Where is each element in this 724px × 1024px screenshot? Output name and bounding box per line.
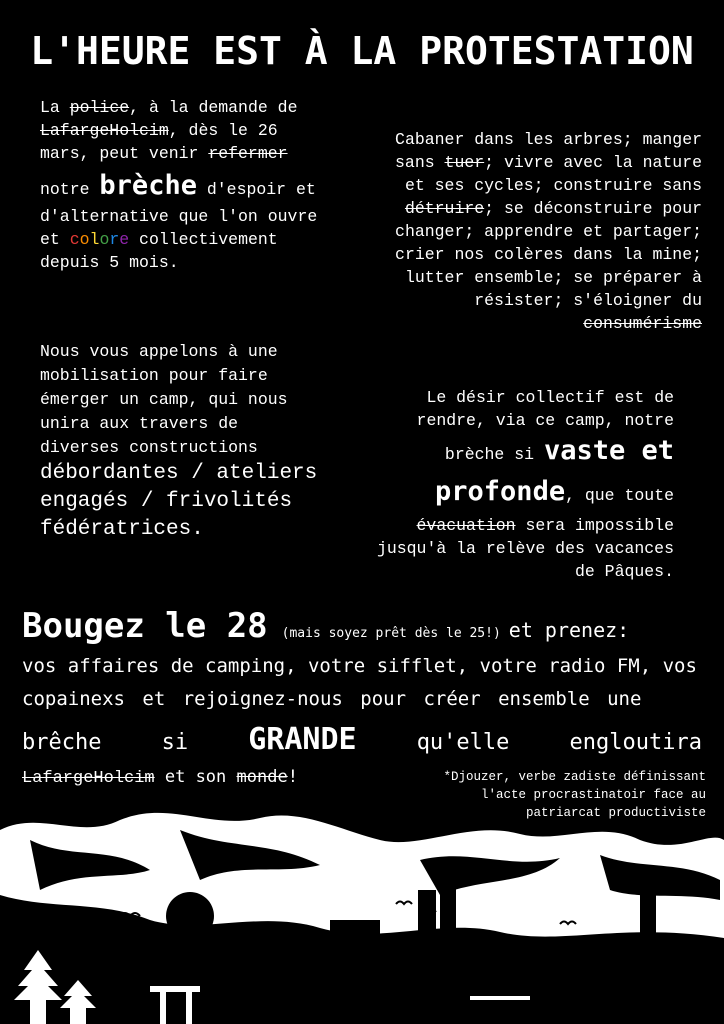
text: sans — [395, 153, 445, 172]
paren-note: (mais soyez prêt dès le 25!) — [281, 626, 501, 641]
text: et ses cycles; construire sans — [404, 176, 702, 195]
text: fédératrices. — [40, 518, 204, 541]
strike-monde: monde — [236, 767, 288, 787]
text: d'alternative que l'on ouvre — [40, 207, 318, 226]
word-breche: brèche — [99, 170, 197, 201]
text: depuis 5 mois. — [40, 253, 179, 272]
text: rendre, via ce camp, notre — [416, 411, 674, 430]
text: collectivement — [129, 230, 278, 249]
poster-title: L'HEURE EST À LA PROTESTATION — [30, 29, 694, 73]
text: ! — [287, 767, 298, 787]
strike-consumerisme: consumérisme — [583, 314, 702, 333]
text: émerger un camp, qui nous — [40, 390, 288, 409]
text: et prenez: — [508, 618, 630, 642]
text: de Pâques. — [574, 562, 674, 581]
strike-evacuation: évacuation — [416, 516, 516, 535]
text: mobilisation pour faire — [40, 366, 268, 385]
text: Nous vous appelons à une — [40, 342, 278, 361]
word-profonde: profonde — [435, 476, 566, 507]
text: patriarcat productiviste — [525, 806, 706, 820]
letter: l — [89, 230, 100, 249]
text: Cabaner dans les arbres; manger — [395, 130, 702, 149]
letter: e — [119, 230, 130, 249]
paragraph-cabaner — [372, 128, 702, 335]
text: l'acte procrastinatoir face au — [480, 788, 706, 802]
letter: c — [69, 230, 80, 249]
headline-bougez: Bougez le 28 — [22, 606, 268, 646]
text: unira aux travers de — [40, 414, 239, 433]
text: Le désir collectif est de — [426, 388, 674, 407]
word-quelle: qu'elle — [416, 730, 510, 755]
text: copainexs et rejoignez-nous pour créer ensemble une — [22, 688, 642, 710]
sun — [166, 892, 214, 940]
text: La — [40, 98, 70, 117]
letter: o — [99, 230, 110, 249]
word-si: si — [161, 730, 189, 755]
industrial-skyline-illustration — [0, 800, 724, 1024]
strike-refermer: refermer — [208, 144, 288, 163]
word-vaste: vaste et — [543, 435, 674, 466]
text: lutter ensemble; se préparer à — [404, 268, 702, 287]
paragraph-police — [40, 96, 340, 274]
text: et son — [154, 767, 237, 787]
paragraph-appel — [40, 340, 340, 544]
letter: r — [109, 230, 120, 249]
text: ; vivre avec la nature — [484, 153, 702, 172]
strike-police: police — [69, 98, 130, 117]
word-engloutira: engloutira — [569, 730, 702, 755]
text: mars, peut venir — [40, 144, 209, 163]
text: , à la demande de — [129, 98, 298, 117]
text: débordantes / ateliers — [40, 462, 318, 485]
text: brèche si — [444, 445, 544, 464]
word-grande: GRANDE — [248, 722, 357, 757]
strike-lafarge: LafargeHolcim — [40, 121, 169, 140]
call-to-action — [22, 604, 702, 793]
text: et — [40, 230, 70, 249]
text: résister; s'éloigner du — [474, 291, 702, 310]
text: *Djouzer, verbe zadiste définissant — [443, 770, 706, 784]
text: crier nos colères dans la mine; — [395, 245, 702, 264]
word-colore — [70, 230, 129, 249]
text: , dès le 26 — [168, 121, 278, 140]
text: d'espoir et — [196, 180, 316, 199]
text: notre — [40, 180, 100, 199]
text: vos affaires de camping, votre sifflet, votre radio FM, vos — [22, 655, 697, 677]
strike-tuer: tuer — [444, 153, 485, 172]
letter: o — [79, 230, 90, 249]
text: ; se déconstruire pour — [484, 199, 702, 218]
text: engagés / frivolités — [40, 490, 293, 513]
strike-lafarge-2: LafargeHolcim — [22, 769, 155, 788]
strike-detruire: détruire — [404, 199, 485, 218]
text: changer; apprendre et partager; — [395, 222, 702, 241]
word-breche-2: brêche — [22, 730, 102, 755]
text: , que toute — [565, 486, 674, 505]
text: sera impossible — [515, 516, 674, 535]
text: diverses constructions — [40, 438, 258, 457]
paragraph-desir — [360, 386, 674, 583]
text: jusqu'à la relève des vacances — [376, 539, 674, 558]
